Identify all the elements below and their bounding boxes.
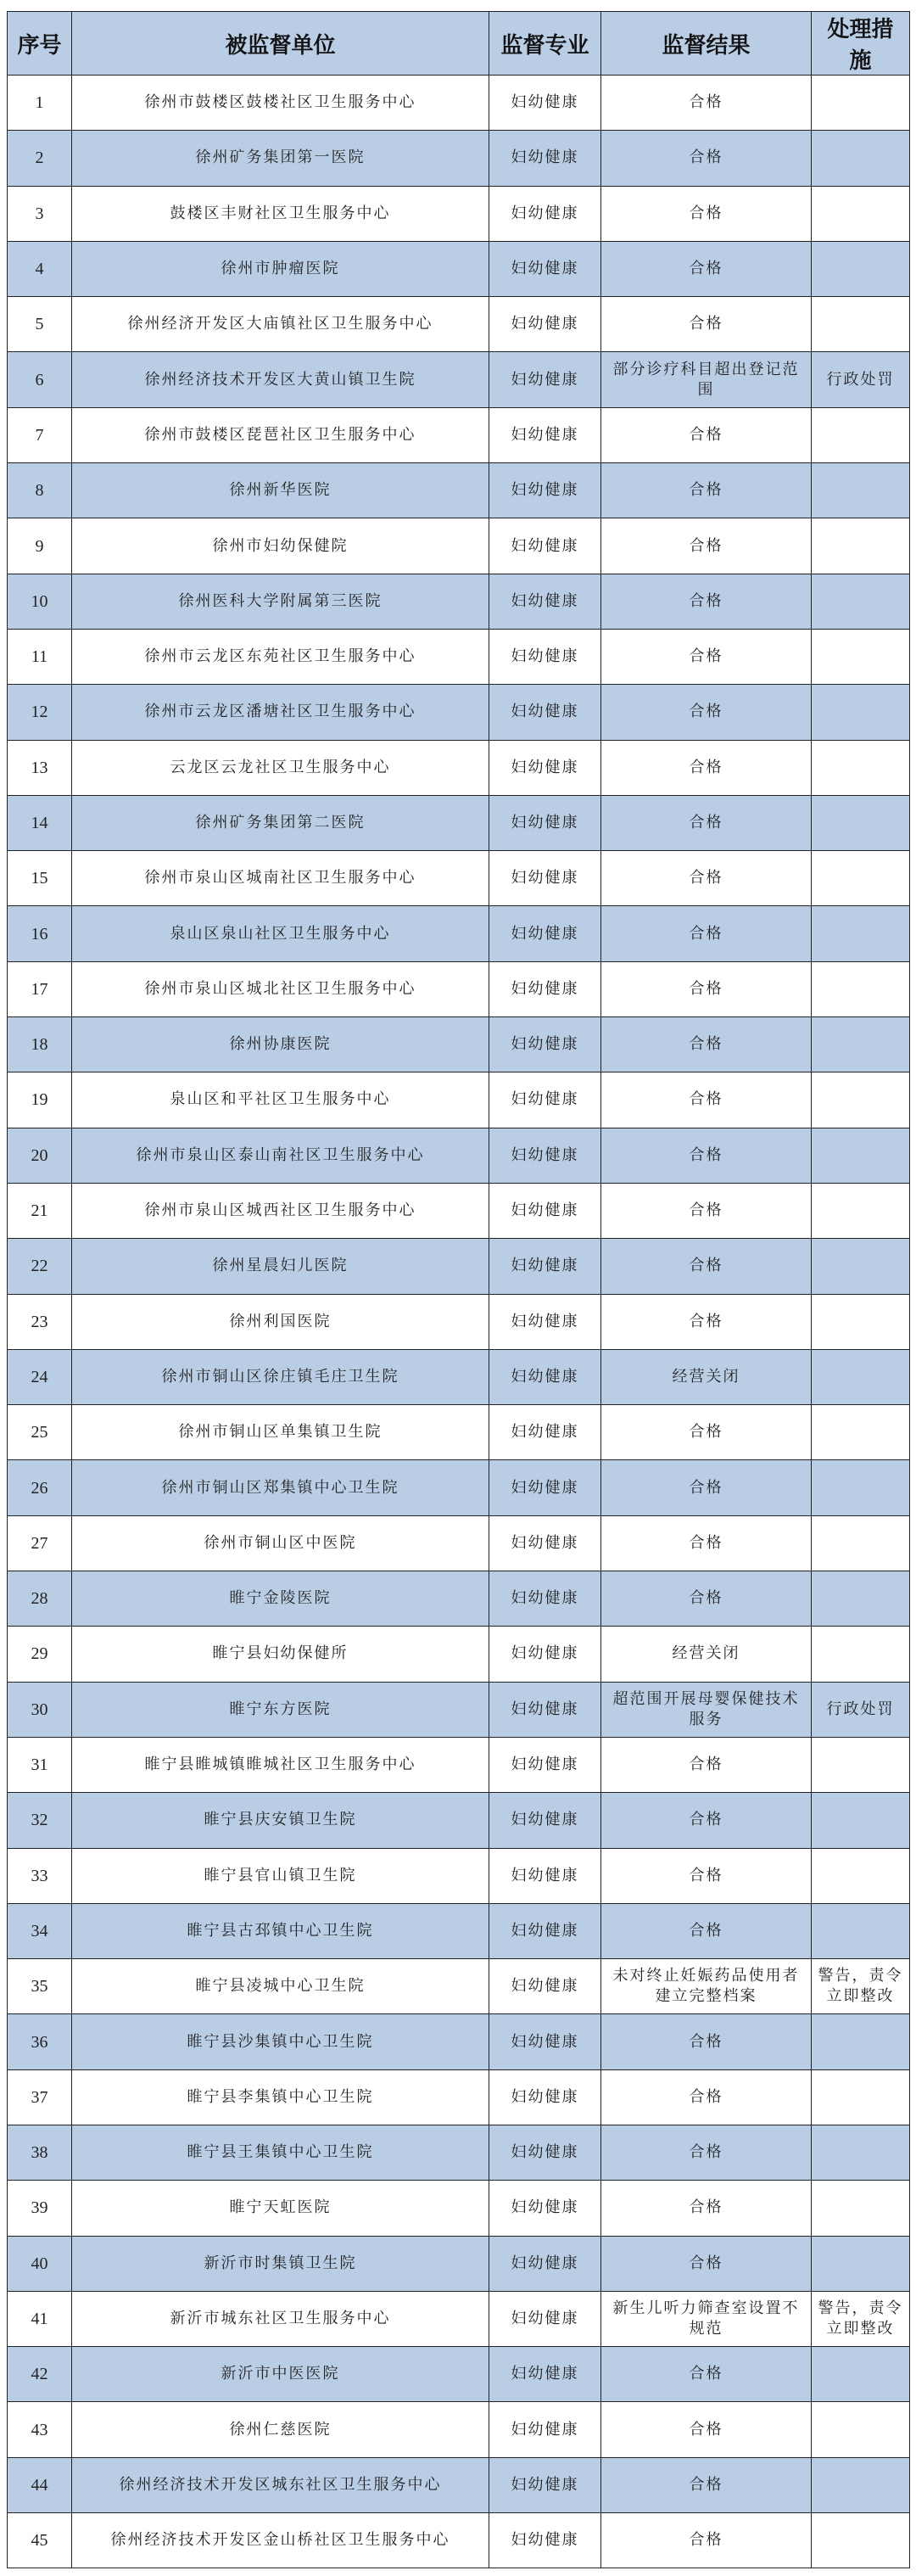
cell-supervision-result: 合格 — [601, 1128, 812, 1183]
table-row — [8, 2402, 910, 2457]
table-row — [8, 1128, 910, 1183]
table-row — [8, 1183, 910, 1238]
cell-supervised-unit: 泉山区泉山社区卫生服务中心 — [72, 906, 489, 961]
table-row — [8, 1903, 910, 1958]
cell-supervision-specialty: 妇幼健康 — [489, 629, 601, 684]
cell-supervised-unit: 泉山区和平社区卫生服务中心 — [72, 1072, 489, 1128]
cell-handling-measure — [812, 518, 910, 574]
cell-supervision-specialty: 妇幼健康 — [489, 2069, 601, 2125]
cell-supervision-specialty: 妇幼健康 — [489, 1017, 601, 1072]
cell-supervision-specialty: 妇幼健康 — [489, 186, 601, 241]
cell-supervision-result: 新生儿听力筛查室设置不规范 — [601, 2291, 812, 2346]
cell-handling-measure — [812, 2069, 910, 2125]
cell-supervision-result: 合格 — [601, 629, 812, 684]
cell-supervision-result: 合格 — [601, 297, 812, 352]
cell-supervision-specialty: 妇幼健康 — [489, 463, 601, 518]
cell-handling-measure: 警告，责令立即整改 — [812, 2291, 910, 2346]
cell-serial-number: 35 — [8, 1959, 72, 2014]
cell-supervised-unit: 睢宁金陵医院 — [72, 1571, 489, 1627]
cell-supervision-result: 合格 — [601, 740, 812, 795]
cell-supervision-specialty: 妇幼健康 — [489, 1349, 601, 1404]
cell-serial-number: 7 — [8, 407, 72, 462]
cell-supervised-unit: 新沂市城东社区卫生服务中心 — [72, 2291, 489, 2346]
cell-serial-number: 21 — [8, 1183, 72, 1238]
cell-serial-number: 36 — [8, 2014, 72, 2069]
table-row — [8, 629, 910, 684]
cell-handling-measure — [812, 186, 910, 241]
cell-handling-measure — [812, 407, 910, 462]
cell-supervision-specialty: 妇幼健康 — [489, 740, 601, 795]
cell-supervised-unit: 徐州新华医院 — [72, 463, 489, 518]
cell-serial-number: 8 — [8, 463, 72, 518]
cell-serial-number: 40 — [8, 2236, 72, 2291]
cell-supervised-unit: 睢宁县妇幼保健所 — [72, 1627, 489, 1682]
cell-supervision-result: 经营关闭 — [601, 1349, 812, 1404]
cell-handling-measure — [812, 906, 910, 961]
cell-supervision-specialty: 妇幼健康 — [489, 1627, 601, 1682]
cell-handling-measure — [812, 2402, 910, 2457]
cell-supervision-specialty: 妇幼健康 — [489, 407, 601, 462]
cell-supervised-unit: 徐州经济技术开发区金山桥社区卫生服务中心 — [72, 2513, 489, 2568]
cell-supervised-unit: 睢宁县王集镇中心卫生院 — [72, 2125, 489, 2180]
cell-supervision-result: 合格 — [601, 1405, 812, 1460]
cell-supervised-unit: 徐州市云龙区潘塘社区卫生服务中心 — [72, 685, 489, 740]
table-row — [8, 2347, 910, 2402]
cell-serial-number: 15 — [8, 851, 72, 906]
table-row — [8, 1682, 910, 1737]
cell-supervision-specialty: 妇幼健康 — [489, 352, 601, 407]
cell-serial-number: 19 — [8, 1072, 72, 1128]
table-row — [8, 297, 910, 352]
cell-supervision-specialty: 妇幼健康 — [489, 2457, 601, 2512]
cell-supervision-result: 合格 — [601, 1460, 812, 1515]
cell-serial-number: 16 — [8, 906, 72, 961]
header-supervision-result: 监督结果 — [601, 12, 812, 76]
cell-serial-number: 26 — [8, 1460, 72, 1515]
cell-handling-measure — [812, 1737, 910, 1792]
table-row — [8, 1239, 910, 1294]
cell-handling-measure — [812, 1571, 910, 1627]
cell-handling-measure — [812, 76, 910, 131]
cell-serial-number: 25 — [8, 1405, 72, 1460]
cell-handling-measure — [812, 241, 910, 296]
cell-supervision-specialty: 妇幼健康 — [489, 1737, 601, 1792]
cell-handling-measure — [812, 1183, 910, 1238]
table-row — [8, 1349, 910, 1404]
cell-supervised-unit: 睢宁县凌城中心卫生院 — [72, 1959, 489, 2014]
cell-serial-number: 4 — [8, 241, 72, 296]
cell-supervised-unit: 新沂市时集镇卫生院 — [72, 2236, 489, 2291]
cell-supervision-result: 合格 — [601, 851, 812, 906]
cell-supervision-result: 合格 — [601, 2069, 812, 2125]
cell-supervision-result: 合格 — [601, 961, 812, 1016]
cell-serial-number: 33 — [8, 1848, 72, 1903]
cell-handling-measure — [812, 1294, 910, 1349]
cell-handling-measure — [812, 795, 910, 850]
table-row — [8, 518, 910, 574]
cell-serial-number: 1 — [8, 76, 72, 131]
cell-supervised-unit: 徐州市泉山区城南社区卫生服务中心 — [72, 851, 489, 906]
cell-serial-number: 44 — [8, 2457, 72, 2512]
cell-supervision-result: 合格 — [601, 518, 812, 574]
cell-supervision-specialty: 妇幼健康 — [489, 1515, 601, 1571]
cell-supervised-unit: 徐州矿务集团第一医院 — [72, 131, 489, 186]
cell-supervised-unit: 徐州星晨妇儿医院 — [72, 1239, 489, 1294]
cell-supervision-result: 合格 — [601, 463, 812, 518]
cell-supervision-specialty: 妇幼健康 — [489, 2236, 601, 2291]
header-handling-measure: 处理措施 — [812, 12, 910, 76]
cell-supervision-specialty: 妇幼健康 — [489, 574, 601, 629]
cell-supervision-specialty: 妇幼健康 — [489, 1294, 601, 1349]
cell-supervision-result: 合格 — [601, 685, 812, 740]
cell-supervision-result: 合格 — [601, 1239, 812, 1294]
cell-supervised-unit: 睢宁东方医院 — [72, 1682, 489, 1737]
cell-handling-measure: 警告，责令立即整改 — [812, 1959, 910, 2014]
cell-handling-measure — [812, 574, 910, 629]
cell-supervision-specialty: 妇幼健康 — [489, 685, 601, 740]
table-row — [8, 851, 910, 906]
cell-supervision-result: 合格 — [601, 1571, 812, 1627]
cell-handling-measure — [812, 1515, 910, 1571]
cell-supervised-unit: 云龙区云龙社区卫生服务中心 — [72, 740, 489, 795]
cell-supervised-unit: 睢宁天虹医院 — [72, 2181, 489, 2236]
cell-supervision-result: 合格 — [601, 1017, 812, 1072]
cell-supervision-specialty: 妇幼健康 — [489, 2402, 601, 2457]
cell-supervision-result: 合格 — [601, 241, 812, 296]
table-row — [8, 2291, 910, 2346]
cell-serial-number: 3 — [8, 186, 72, 241]
cell-supervision-specialty: 妇幼健康 — [489, 1903, 601, 1958]
cell-supervision-specialty: 妇幼健康 — [489, 961, 601, 1016]
cell-serial-number: 24 — [8, 1349, 72, 1404]
table-row — [8, 463, 910, 518]
cell-serial-number: 13 — [8, 740, 72, 795]
cell-supervised-unit: 徐州医科大学附属第三医院 — [72, 574, 489, 629]
cell-supervised-unit: 徐州市铜山区郑集镇中心卫生院 — [72, 1460, 489, 1515]
cell-supervision-result: 合格 — [601, 2181, 812, 2236]
table-row — [8, 685, 910, 740]
table-row — [8, 352, 910, 407]
cell-supervised-unit: 徐州协康医院 — [72, 1017, 489, 1072]
cell-supervision-result: 合格 — [601, 2402, 812, 2457]
table-row — [8, 2125, 910, 2180]
cell-serial-number: 30 — [8, 1682, 72, 1737]
table-row — [8, 1793, 910, 1848]
table-row — [8, 740, 910, 795]
cell-supervision-result: 超范围开展母婴保健技术服务 — [601, 1682, 812, 1737]
cell-serial-number: 43 — [8, 2402, 72, 2457]
cell-supervision-result: 合格 — [601, 76, 812, 131]
table-row — [8, 2069, 910, 2125]
cell-supervision-specialty: 妇幼健康 — [489, 1183, 601, 1238]
cell-supervision-result: 合格 — [601, 186, 812, 241]
table-row — [8, 1072, 910, 1128]
cell-handling-measure — [812, 1405, 910, 1460]
cell-supervised-unit: 徐州市泉山区城北社区卫生服务中心 — [72, 961, 489, 1016]
header-supervised-unit: 被监督单位 — [72, 12, 489, 76]
cell-supervised-unit: 徐州市妇幼保健院 — [72, 518, 489, 574]
cell-supervised-unit: 徐州市铜山区单集镇卫生院 — [72, 1405, 489, 1460]
cell-supervised-unit: 徐州仁慈医院 — [72, 2402, 489, 2457]
table-row — [8, 1405, 910, 1460]
cell-handling-measure — [812, 297, 910, 352]
cell-handling-measure — [812, 2347, 910, 2402]
cell-supervision-result: 合格 — [601, 2014, 812, 2069]
cell-handling-measure — [812, 961, 910, 1016]
supervision-results-table — [7, 11, 910, 2568]
cell-supervision-specialty: 妇幼健康 — [489, 1682, 601, 1737]
cell-supervision-result: 部分诊疗科目超出登记范围 — [601, 352, 812, 407]
cell-supervision-result: 合格 — [601, 1848, 812, 1903]
table-row — [8, 2513, 910, 2568]
cell-supervised-unit: 徐州市肿瘤医院 — [72, 241, 489, 296]
cell-supervision-result: 合格 — [601, 2457, 812, 2512]
cell-supervision-result: 合格 — [601, 795, 812, 850]
cell-supervision-result: 合格 — [601, 1737, 812, 1792]
cell-handling-measure — [812, 1903, 910, 1958]
cell-supervision-specialty: 妇幼健康 — [489, 1239, 601, 1294]
cell-supervision-result: 未对终止妊娠药品使用者建立完整档案 — [601, 1959, 812, 2014]
cell-handling-measure — [812, 2513, 910, 2568]
cell-supervision-result: 合格 — [601, 407, 812, 462]
cell-handling-measure — [812, 1017, 910, 1072]
table-row — [8, 1848, 910, 1903]
table-row — [8, 407, 910, 462]
cell-supervision-result: 合格 — [601, 2513, 812, 2568]
cell-supervision-result: 合格 — [601, 2347, 812, 2402]
cell-supervised-unit: 睢宁县古邳镇中心卫生院 — [72, 1903, 489, 1958]
cell-handling-measure — [812, 2457, 910, 2512]
table-row — [8, 1737, 910, 1792]
cell-serial-number: 31 — [8, 1737, 72, 1792]
table-container — [7, 11, 909, 2568]
cell-handling-measure — [812, 1793, 910, 1848]
cell-supervised-unit: 徐州市铜山区中医院 — [72, 1515, 489, 1571]
cell-supervised-unit: 鼓楼区丰财社区卫生服务中心 — [72, 186, 489, 241]
cell-supervised-unit: 徐州利国医院 — [72, 1294, 489, 1349]
cell-supervision-specialty: 妇幼健康 — [489, 1959, 601, 2014]
table-row — [8, 1460, 910, 1515]
cell-supervision-result: 合格 — [601, 2236, 812, 2291]
cell-supervision-specialty: 妇幼健康 — [489, 297, 601, 352]
cell-serial-number: 9 — [8, 518, 72, 574]
cell-serial-number: 2 — [8, 131, 72, 186]
cell-serial-number: 22 — [8, 1239, 72, 1294]
cell-serial-number: 11 — [8, 629, 72, 684]
cell-serial-number: 12 — [8, 685, 72, 740]
cell-supervision-result: 合格 — [601, 1294, 812, 1349]
table-row — [8, 2457, 910, 2512]
table-row — [8, 76, 910, 131]
cell-supervision-specialty: 妇幼健康 — [489, 1571, 601, 1627]
cell-supervision-specialty: 妇幼健康 — [489, 2291, 601, 2346]
cell-handling-measure — [812, 2181, 910, 2236]
cell-supervision-specialty: 妇幼健康 — [489, 76, 601, 131]
cell-serial-number: 28 — [8, 1571, 72, 1627]
table-row — [8, 2014, 910, 2069]
cell-supervision-specialty: 妇幼健康 — [489, 1848, 601, 1903]
cell-supervision-result: 经营关闭 — [601, 1627, 812, 1682]
header-supervision-specialty: 监督专业 — [489, 12, 601, 76]
cell-handling-measure — [812, 2014, 910, 2069]
cell-serial-number: 18 — [8, 1017, 72, 1072]
cell-handling-measure: 行政处罚 — [812, 1682, 910, 1737]
cell-supervision-specialty: 妇幼健康 — [489, 795, 601, 850]
cell-supervision-specialty: 妇幼健康 — [489, 851, 601, 906]
table-row — [8, 1294, 910, 1349]
cell-serial-number: 6 — [8, 352, 72, 407]
cell-supervision-specialty: 妇幼健康 — [489, 518, 601, 574]
cell-serial-number: 45 — [8, 2513, 72, 2568]
cell-supervision-result: 合格 — [601, 1793, 812, 1848]
cell-supervision-specialty: 妇幼健康 — [489, 1460, 601, 1515]
cell-supervision-result: 合格 — [601, 1515, 812, 1571]
cell-handling-measure — [812, 1460, 910, 1515]
cell-serial-number: 39 — [8, 2181, 72, 2236]
cell-serial-number: 38 — [8, 2125, 72, 2180]
table-row — [8, 961, 910, 1016]
cell-supervision-result: 合格 — [601, 574, 812, 629]
cell-serial-number: 41 — [8, 2291, 72, 2346]
cell-supervised-unit: 睢宁县庆安镇卫生院 — [72, 1793, 489, 1848]
cell-supervision-specialty: 妇幼健康 — [489, 131, 601, 186]
cell-supervised-unit: 徐州市泉山区泰山南社区卫生服务中心 — [72, 1128, 489, 1183]
cell-serial-number: 32 — [8, 1793, 72, 1848]
cell-serial-number: 37 — [8, 2069, 72, 2125]
cell-supervised-unit: 睢宁县睢城镇睢城社区卫生服务中心 — [72, 1737, 489, 1792]
table-row — [8, 1017, 910, 1072]
table-row — [8, 574, 910, 629]
cell-handling-measure — [812, 2125, 910, 2180]
cell-supervision-specialty: 妇幼健康 — [489, 2513, 601, 2568]
cell-serial-number: 23 — [8, 1294, 72, 1349]
table-row — [8, 795, 910, 850]
cell-supervision-specialty: 妇幼健康 — [489, 1072, 601, 1128]
cell-handling-measure — [812, 851, 910, 906]
cell-handling-measure — [812, 463, 910, 518]
cell-supervision-result: 合格 — [601, 131, 812, 186]
cell-supervised-unit: 徐州市鼓楼区鼓楼社区卫生服务中心 — [72, 76, 489, 131]
cell-supervised-unit: 睢宁县沙集镇中心卫生院 — [72, 2014, 489, 2069]
table-header-row — [8, 12, 910, 76]
table-row — [8, 1515, 910, 1571]
table-row — [8, 241, 910, 296]
cell-supervision-result: 合格 — [601, 2125, 812, 2180]
cell-supervised-unit: 徐州矿务集团第二医院 — [72, 795, 489, 850]
cell-serial-number: 10 — [8, 574, 72, 629]
cell-supervision-result: 合格 — [601, 1903, 812, 1958]
table-row — [8, 1571, 910, 1627]
cell-handling-measure — [812, 1239, 910, 1294]
cell-serial-number: 34 — [8, 1903, 72, 1958]
cell-handling-measure — [812, 740, 910, 795]
cell-supervision-specialty: 妇幼健康 — [489, 2347, 601, 2402]
cell-handling-measure — [812, 131, 910, 186]
cell-supervision-specialty: 妇幼健康 — [489, 906, 601, 961]
cell-handling-measure — [812, 685, 910, 740]
cell-supervised-unit: 徐州市鼓楼区琵琶社区卫生服务中心 — [72, 407, 489, 462]
cell-serial-number: 20 — [8, 1128, 72, 1183]
cell-supervision-result: 合格 — [601, 1183, 812, 1238]
cell-handling-measure — [812, 1128, 910, 1183]
cell-serial-number: 5 — [8, 297, 72, 352]
table-row — [8, 1959, 910, 2014]
table-row — [8, 1627, 910, 1682]
table-row — [8, 2236, 910, 2291]
cell-supervised-unit: 徐州经济开发区大庙镇社区卫生服务中心 — [72, 297, 489, 352]
cell-serial-number: 17 — [8, 961, 72, 1016]
cell-handling-measure — [812, 1072, 910, 1128]
table-row — [8, 186, 910, 241]
cell-supervision-specialty: 妇幼健康 — [489, 2125, 601, 2180]
cell-supervision-specialty: 妇幼健康 — [489, 1405, 601, 1460]
cell-supervision-specialty: 妇幼健康 — [489, 1793, 601, 1848]
cell-serial-number: 27 — [8, 1515, 72, 1571]
cell-handling-measure — [812, 1627, 910, 1682]
cell-supervised-unit: 徐州市铜山区徐庄镇毛庄卫生院 — [72, 1349, 489, 1404]
cell-handling-measure — [812, 1848, 910, 1903]
cell-handling-measure: 行政处罚 — [812, 352, 910, 407]
cell-supervised-unit: 徐州市泉山区城西社区卫生服务中心 — [72, 1183, 489, 1238]
cell-serial-number: 42 — [8, 2347, 72, 2402]
cell-supervised-unit: 睢宁县李集镇中心卫生院 — [72, 2069, 489, 2125]
cell-supervised-unit: 睢宁县官山镇卫生院 — [72, 1848, 489, 1903]
cell-supervision-specialty: 妇幼健康 — [489, 2014, 601, 2069]
table-row — [8, 131, 910, 186]
cell-supervision-specialty: 妇幼健康 — [489, 2181, 601, 2236]
cell-supervised-unit: 徐州经济技术开发区城东社区卫生服务中心 — [72, 2457, 489, 2512]
cell-serial-number: 14 — [8, 795, 72, 850]
header-serial-number: 序号 — [8, 12, 72, 76]
cell-supervised-unit: 徐州市云龙区东苑社区卫生服务中心 — [72, 629, 489, 684]
cell-handling-measure — [812, 1349, 910, 1404]
table-row — [8, 2181, 910, 2236]
cell-supervised-unit: 新沂市中医医院 — [72, 2347, 489, 2402]
cell-supervised-unit: 徐州经济技术开发区大黄山镇卫生院 — [72, 352, 489, 407]
cell-handling-measure — [812, 629, 910, 684]
cell-serial-number: 29 — [8, 1627, 72, 1682]
cell-handling-measure — [812, 2236, 910, 2291]
cell-supervision-specialty: 妇幼健康 — [489, 241, 601, 296]
cell-supervision-result: 合格 — [601, 1072, 812, 1128]
cell-supervision-result: 合格 — [601, 906, 812, 961]
table-row — [8, 906, 910, 961]
cell-supervision-specialty: 妇幼健康 — [489, 1128, 601, 1183]
